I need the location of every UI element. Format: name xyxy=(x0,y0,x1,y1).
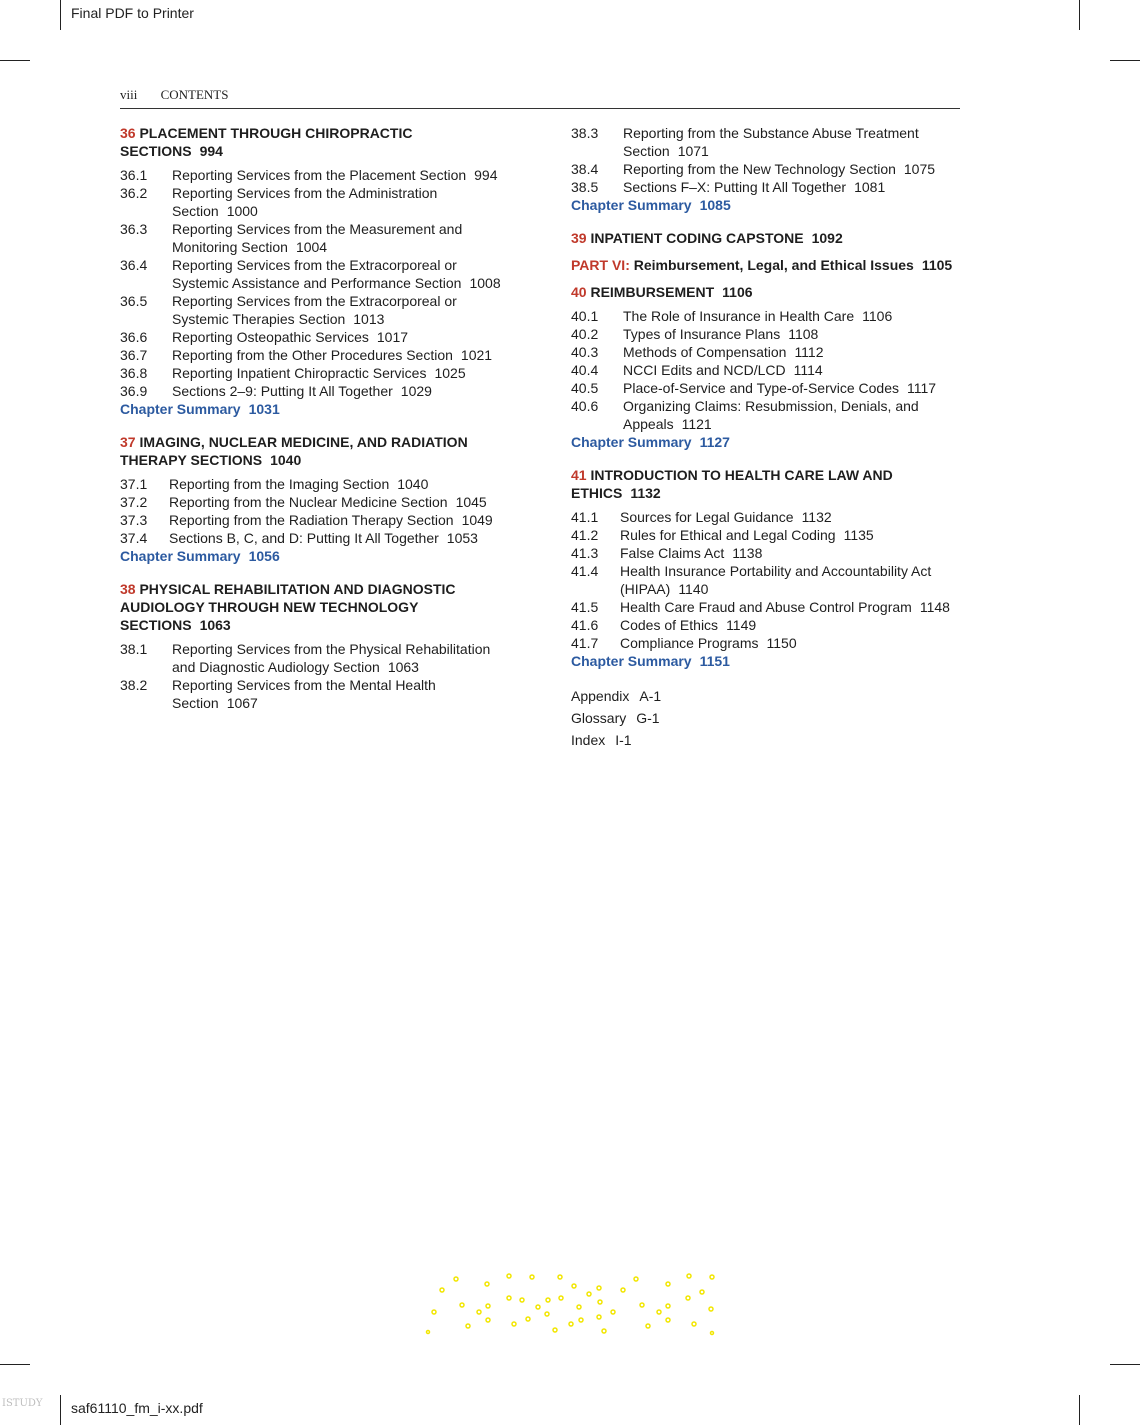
section-number: 36.4 xyxy=(120,257,148,273)
running-title: CONTENTS xyxy=(160,87,229,102)
section-page: 1149 xyxy=(726,617,757,633)
section-title: False Claims Act xyxy=(620,545,725,561)
toc-entry[interactable] xyxy=(571,379,963,397)
section-list xyxy=(571,124,963,196)
crop-mark xyxy=(1079,1395,1080,1425)
section-page: 1150 xyxy=(766,635,797,651)
toc-entry[interactable] xyxy=(120,184,515,220)
section-page: 1017 xyxy=(376,329,409,345)
section-title: Methods of Compensation xyxy=(623,344,787,360)
chapter-heading[interactable] xyxy=(571,229,963,247)
toc-entry[interactable] xyxy=(120,529,515,547)
section-number: 40.5 xyxy=(571,380,599,396)
chapter-title: INTRODUCTION TO HEALTH CARE LAW AND ETHICS xyxy=(571,467,893,501)
section-page: 1108 xyxy=(788,326,819,342)
section-number: 36.2 xyxy=(120,185,148,201)
section-number: 40.2 xyxy=(571,326,599,342)
summary-page: 1031 xyxy=(248,401,280,417)
section-list xyxy=(571,508,963,652)
toc-entry[interactable] xyxy=(120,220,515,256)
section-title: The Role of Insurance in Health Care xyxy=(623,308,855,324)
part-label: PART VI: xyxy=(571,257,630,273)
toc-right-column xyxy=(571,124,963,751)
back-matter-index[interactable] xyxy=(571,729,963,751)
back-matter-glossary[interactable] xyxy=(571,707,963,729)
dot-ornament xyxy=(424,1272,716,1336)
section-title: Types of Insurance Plans xyxy=(623,326,781,342)
toc-entry[interactable] xyxy=(571,307,963,325)
printer-slug: Final PDF to Printer xyxy=(71,5,194,21)
section-title: Sections 2–9: Putting It All Together xyxy=(172,383,393,399)
section-title: Rules for Ethical and Legal Coding xyxy=(620,527,836,543)
section-title: Codes of Ethics xyxy=(620,617,719,633)
summary-page: 1056 xyxy=(248,548,280,564)
section-list xyxy=(120,166,515,400)
section-title: Reporting from the Imaging Section xyxy=(169,476,390,492)
part-heading[interactable] xyxy=(571,256,963,274)
chapter-number: 38 xyxy=(120,581,136,597)
section-page: 1063 xyxy=(387,659,419,675)
section-number: 41.6 xyxy=(571,617,599,633)
section-page: 1004 xyxy=(295,239,328,255)
summary-label: Chapter Summary xyxy=(120,548,241,564)
section-title: Reporting Inpatient Chiropractic Services xyxy=(172,365,427,381)
section-number: 38.1 xyxy=(120,641,148,657)
section-page: 1148 xyxy=(919,599,950,615)
chapter-heading[interactable] xyxy=(120,580,515,634)
section-title: Reporting Services from the Measurement and Monitoring Section xyxy=(172,221,463,255)
toc-entry[interactable] xyxy=(571,508,963,526)
section-number: 36.1 xyxy=(120,167,148,183)
section-title: Sections F–X: Putting It All Together xyxy=(623,179,847,195)
back-matter-title: Index xyxy=(571,732,606,748)
chapter-title: PHYSICAL REHABILITATION AND DIAGNOSTIC AUDIOLOGY THROUGH NEW TECHNOLOGY SECTIONS xyxy=(120,581,456,633)
chapter-summary-link[interactable] xyxy=(120,400,515,418)
section-list xyxy=(120,640,515,712)
section-number: 36.3 xyxy=(120,221,148,237)
toc-entry[interactable] xyxy=(120,166,515,184)
section-page: 1121 xyxy=(681,416,712,432)
section-title: NCCI Edits and NCD/LCD xyxy=(623,362,786,378)
section-number: 41.2 xyxy=(571,527,599,543)
toc-entry[interactable] xyxy=(120,493,515,511)
chapter-summary-link[interactable] xyxy=(571,433,963,451)
chapter-heading[interactable] xyxy=(120,124,515,160)
watermark: ISTUDY xyxy=(2,1398,43,1409)
section-number: 40.1 xyxy=(571,308,599,324)
section-number: 36.5 xyxy=(120,293,148,309)
toc-entry[interactable] xyxy=(120,346,515,364)
toc-entry[interactable] xyxy=(571,526,963,544)
section-page: 1021 xyxy=(460,347,493,363)
crop-mark xyxy=(0,1364,30,1365)
chapter-page: 1132 xyxy=(630,485,661,501)
back-matter-page: I-1 xyxy=(615,732,632,748)
section-page: 1040 xyxy=(397,476,429,492)
section-number: 41.4 xyxy=(571,563,599,579)
section-title: Reporting Services from the Administration Section xyxy=(172,185,438,219)
section-list xyxy=(120,475,515,547)
section-title: Reporting from the New Technology Section xyxy=(623,161,896,177)
back-matter-title: Glossary xyxy=(571,710,627,726)
chapter-heading[interactable] xyxy=(571,283,963,301)
section-page: 1071 xyxy=(677,143,709,159)
toc-entry[interactable] xyxy=(120,382,515,400)
toc-entry[interactable] xyxy=(120,511,515,529)
summary-page: 1127 xyxy=(699,434,730,450)
toc-entry[interactable] xyxy=(120,256,515,292)
crop-mark xyxy=(60,0,61,30)
chapter-title: IMAGING, NUCLEAR MEDICINE, AND RADIATION THERAPY SECTIONS xyxy=(120,434,468,468)
toc-entry[interactable] xyxy=(571,562,963,598)
section-number: 36.6 xyxy=(120,329,148,345)
section-number: 36.7 xyxy=(120,347,148,363)
section-title: Organizing Claims: Resubmission, Denials, and Appeals xyxy=(623,398,919,432)
toc-entry[interactable] xyxy=(120,292,515,328)
toc-entry[interactable] xyxy=(571,124,963,160)
section-number: 40.3 xyxy=(571,344,599,360)
chapter-page: 1063 xyxy=(199,617,231,633)
chapter-number: 41 xyxy=(571,467,587,483)
chapter-title: PLACEMENT THROUGH CHIROPRACTIC SECTIONS xyxy=(120,125,413,159)
section-title: Place-of-Service and Type-of-Service Codes xyxy=(623,380,899,396)
section-number: 37.4 xyxy=(120,530,148,546)
section-title: Reporting from the Other Procedures Section xyxy=(172,347,453,363)
toc-entry[interactable] xyxy=(571,160,963,178)
crop-mark xyxy=(1110,60,1140,61)
section-page: 1029 xyxy=(400,383,432,399)
chapter-title: INPATIENT CODING CAPSTONE xyxy=(590,230,804,246)
summary-page: 1151 xyxy=(699,653,730,669)
section-number: 41.7 xyxy=(571,635,599,651)
section-page: 1053 xyxy=(446,530,478,546)
section-page: 1075 xyxy=(903,161,936,177)
toc-entry[interactable] xyxy=(571,343,963,361)
section-page: 1117 xyxy=(906,380,937,396)
chapter-heading[interactable] xyxy=(120,433,515,469)
toc-entry[interactable] xyxy=(571,598,963,616)
section-page: 1138 xyxy=(732,545,763,561)
section-page: 1049 xyxy=(461,512,493,528)
crop-mark xyxy=(1110,1364,1140,1365)
back-matter-page: A-1 xyxy=(639,688,662,704)
section-number: 38.4 xyxy=(571,161,599,177)
toc-entry[interactable] xyxy=(571,361,963,379)
section-title: Reporting Services from the Extracorporeal or Systemic Assistance and Performance Section xyxy=(172,257,462,291)
section-title: Health Insurance Portability and Accountability Act (HIPAA) xyxy=(620,563,932,597)
toc-entry[interactable] xyxy=(571,634,963,652)
running-head xyxy=(120,87,960,103)
section-title: Compliance Programs xyxy=(620,635,759,651)
part-title: Reimbursement, Legal, and Ethical Issues xyxy=(633,257,914,273)
section-title: Sources for Legal Guidance xyxy=(620,509,794,525)
section-page: 1112 xyxy=(794,344,824,360)
summary-label: Chapter Summary xyxy=(571,653,692,669)
section-list xyxy=(571,307,963,433)
section-title: Reporting from the Substance Abuse Treatment Section xyxy=(623,125,919,159)
chapter-number: 39 xyxy=(571,230,587,246)
toc-entry[interactable] xyxy=(120,328,515,346)
chapter-page: 1092 xyxy=(811,230,843,246)
section-page: 994 xyxy=(474,167,498,183)
section-number: 40.4 xyxy=(571,362,599,378)
toc-entry[interactable] xyxy=(120,364,515,382)
section-title: Reporting Services from the Physical Rehabilitation and Diagnostic Audiology Section xyxy=(172,641,491,675)
section-number: 41.1 xyxy=(571,509,599,525)
section-page: 1114 xyxy=(793,362,823,378)
section-title: Reporting Osteopathic Services xyxy=(172,329,369,345)
toc-entry[interactable] xyxy=(120,475,515,493)
section-page: 1008 xyxy=(469,275,501,291)
summary-page: 1085 xyxy=(699,197,731,213)
chapter-number: 40 xyxy=(571,284,587,300)
section-title: Reporting Services from the Extracorporeal or Systemic Therapies Section xyxy=(172,293,457,327)
back-matter-title: Appendix xyxy=(571,688,630,704)
section-page: 1025 xyxy=(434,365,466,381)
crop-mark xyxy=(60,1395,61,1425)
chapter-title: REIMBURSEMENT xyxy=(590,284,715,300)
toc-entry[interactable] xyxy=(571,178,963,196)
section-title: Reporting Services from the Placement Section xyxy=(172,167,467,183)
toc-entry[interactable] xyxy=(571,325,963,343)
section-number: 38.2 xyxy=(120,677,148,693)
chapter-number: 36 xyxy=(120,125,136,141)
section-title: Sections B, C, and D: Putting It All Together xyxy=(169,530,439,546)
page-number: viii xyxy=(120,87,138,102)
crop-mark xyxy=(0,60,30,61)
section-number: 38.3 xyxy=(571,125,599,141)
summary-label: Chapter Summary xyxy=(571,197,692,213)
chapter-summary-link[interactable] xyxy=(571,196,963,214)
section-page: 1106 xyxy=(862,308,893,324)
section-number: 40.6 xyxy=(571,398,599,414)
summary-label: Chapter Summary xyxy=(120,401,241,417)
toc-entry[interactable] xyxy=(571,397,963,433)
chapter-heading[interactable] xyxy=(571,466,963,502)
section-page: 1140 xyxy=(678,581,709,597)
section-number: 37.3 xyxy=(120,512,148,528)
section-number: 37.2 xyxy=(120,494,148,510)
section-number: 36.9 xyxy=(120,383,148,399)
section-page: 1081 xyxy=(854,179,886,195)
summary-label: Chapter Summary xyxy=(571,434,692,450)
header-rule xyxy=(120,108,960,109)
chapter-page: 994 xyxy=(199,143,223,159)
section-number: 41.5 xyxy=(571,599,599,615)
toc-entry[interactable] xyxy=(571,616,963,634)
chapter-page: 1040 xyxy=(270,452,302,468)
chapter-number: 37 xyxy=(120,434,136,450)
section-page: 1000 xyxy=(226,203,258,219)
chapter-page: 1106 xyxy=(722,284,753,300)
section-title: Health Care Fraud and Abuse Control Program xyxy=(620,599,912,615)
file-slug: saf61110_fm_i-xx.pdf xyxy=(71,1400,203,1416)
chapter-summary-link[interactable] xyxy=(120,547,515,565)
crop-mark xyxy=(1079,0,1080,30)
section-title: Reporting from the Radiation Therapy Section xyxy=(169,512,454,528)
section-number: 41.3 xyxy=(571,545,599,561)
section-page: 1045 xyxy=(455,494,487,510)
toc-entry[interactable] xyxy=(120,640,515,676)
toc-left-column xyxy=(120,124,515,712)
toc-entry[interactable] xyxy=(120,676,515,712)
section-number: 38.5 xyxy=(571,179,599,195)
toc-entry[interactable] xyxy=(571,544,963,562)
section-page: 1132 xyxy=(801,509,832,525)
section-number: 36.8 xyxy=(120,365,148,381)
back-matter-page: G-1 xyxy=(636,710,660,726)
section-page: 1067 xyxy=(226,695,258,711)
section-title: Reporting Services from the Mental Health Section xyxy=(172,677,436,711)
back-matter-appendix[interactable] xyxy=(571,685,963,707)
section-page: 1013 xyxy=(353,311,385,327)
section-title: Reporting from the Nuclear Medicine Section xyxy=(169,494,448,510)
part-page: 1105 xyxy=(921,257,953,273)
section-page: 1135 xyxy=(843,527,874,543)
section-number: 37.1 xyxy=(120,476,148,492)
chapter-summary-link[interactable] xyxy=(571,652,963,670)
